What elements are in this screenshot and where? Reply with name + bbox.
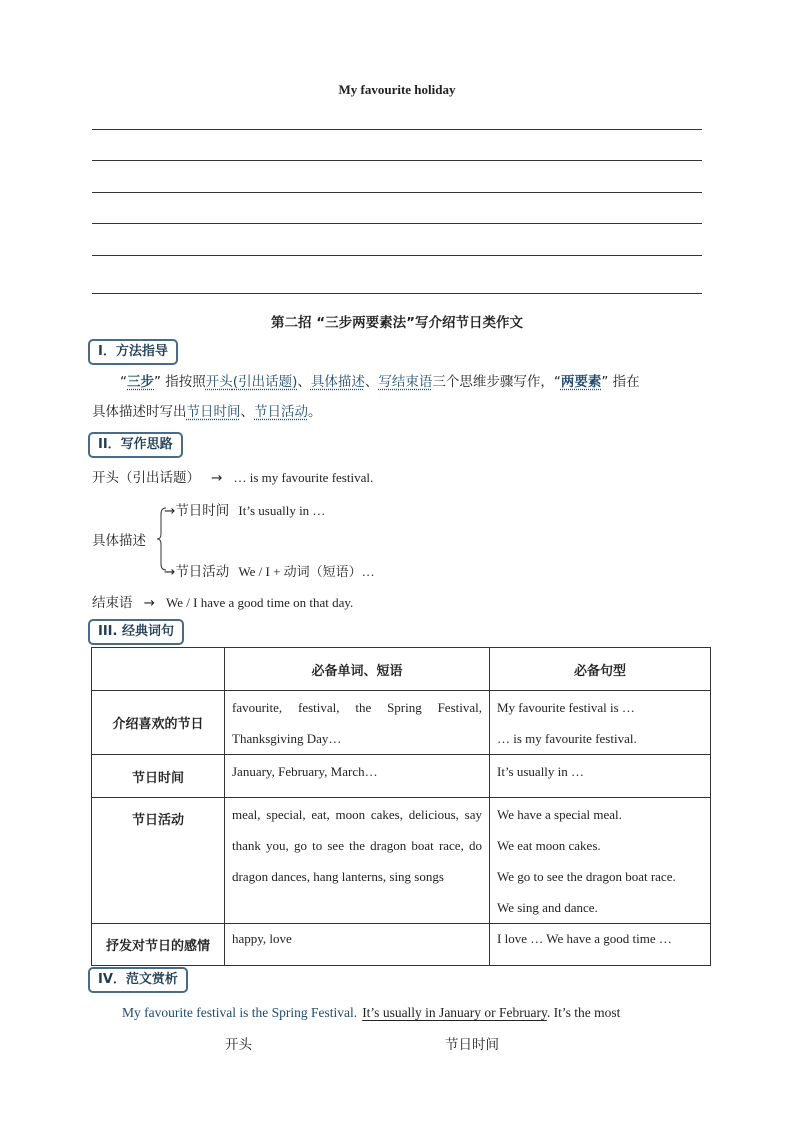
sentence: My favourite festival is … <box>497 700 635 715</box>
sentence: … is my favourite festival. <box>497 731 637 746</box>
text: 、 <box>297 374 311 390</box>
vocab-table <box>91 647 711 966</box>
text: It’s usually in … <box>238 503 326 518</box>
text: “ <box>120 374 127 390</box>
row-words: favourite, festival, the Spring Festival, Thanksgiving Day… <box>225 691 490 755</box>
text: We / I + 动词（短语）… <box>238 564 375 579</box>
table-row <box>92 691 711 755</box>
table-header: 必备句型 <box>490 648 711 691</box>
row-words: happy, love <box>225 924 490 966</box>
opening: 开头 <box>205 374 233 390</box>
text: 节日活动 <box>175 564 230 580</box>
arrow-icon: → <box>164 564 176 580</box>
method-paragraph-line2 <box>92 397 704 427</box>
text: 开头（引出话题） <box>92 470 200 486</box>
sentence: It’s usually in … <box>497 764 585 779</box>
outline-ending <box>92 591 353 611</box>
row-label: 抒发对节日的感情 <box>92 924 225 966</box>
table-row <box>92 798 711 924</box>
sample-sentence <box>122 1002 620 1021</box>
text: 具体描述时写出 <box>92 404 187 420</box>
table-header: 必备单词、短语 <box>225 648 490 691</box>
badge-sample-essay: IV．范文赏析 <box>88 967 188 993</box>
method-paragraph <box>92 367 704 397</box>
outline-activity <box>164 560 375 580</box>
row-label: 介绍喜欢的节日 <box>92 691 225 755</box>
row-sentences <box>490 798 711 924</box>
table-row <box>92 755 711 798</box>
section-title: 第二招 “三步两要素法”写介绍节日类作文 <box>271 315 523 331</box>
row-sentences <box>490 691 711 755</box>
text: 结束语 <box>92 595 133 611</box>
writing-line <box>92 160 702 161</box>
table-header-row <box>92 648 711 691</box>
sentence: We eat moon cakes. <box>497 838 601 853</box>
arrow-icon: → <box>164 503 176 519</box>
writing-line <box>92 293 702 294</box>
sentence: We go to see the dragon boat race. <box>497 869 676 884</box>
text: It’s usually in January or February <box>362 1005 547 1020</box>
outline-time <box>164 499 325 519</box>
writing-line <box>92 129 702 130</box>
outline-opening <box>92 466 373 486</box>
badge-classic-phrases: III. 经典词句 <box>88 619 184 645</box>
table-row <box>92 924 711 966</box>
writing-line <box>92 223 702 224</box>
row-words: meal, special, eat, moon cakes, delicious, say thank you, go to see the dragon boat race, do dragon dances, hang lanterns, sing songs <box>225 798 490 924</box>
row-sentences <box>490 924 711 966</box>
two-elements: 两要素 <box>560 374 602 390</box>
row-sentences <box>490 755 711 798</box>
festival-activity: 节日活动 <box>254 404 308 420</box>
festival-time: 节日时间 <box>186 404 241 420</box>
note-time: 节日时间 <box>445 1037 499 1053</box>
writing-line <box>92 255 702 256</box>
essay-title: My favourite holiday <box>338 82 456 97</box>
three-steps: 三步 <box>127 374 154 390</box>
row-label: 节日时间 <box>92 755 225 798</box>
description: 具体描述 <box>310 374 365 390</box>
outline-desc-label: 具体描述 <box>92 533 146 549</box>
badge-method-guide: I．方法指导 <box>88 339 178 365</box>
text: 。 <box>308 404 322 420</box>
badge-writing-ideas: II．写作思路 <box>88 432 183 458</box>
text: 、 <box>240 404 254 420</box>
sentence: We have a special meal. <box>497 807 622 822</box>
text: … is my favourite festival. <box>233 470 374 485</box>
sentence: We sing and dance. <box>497 900 598 915</box>
writing-line <box>92 192 702 193</box>
opening-paren: (引出话题) <box>232 374 298 390</box>
arrow-icon: → <box>211 470 223 486</box>
arrow-icon: → <box>143 595 155 611</box>
text: 节日时间 <box>175 503 230 519</box>
text: We / I have a good time on that day. <box>166 595 354 610</box>
text: My favourite festival is the Spring Festival. <box>122 1005 358 1020</box>
table-header <box>92 648 225 691</box>
sentence: I love … We have a good time … <box>497 931 672 946</box>
text: . It’s the most <box>546 1005 621 1020</box>
text: 三个思维步骤写作，“ <box>432 374 561 390</box>
ending: 写结束语 <box>378 374 433 390</box>
row-words: January, February, March… <box>225 755 490 798</box>
text: 、 <box>364 374 379 390</box>
text: ” 指在 <box>601 374 640 390</box>
note-opening: 开头 <box>225 1037 252 1053</box>
row-label: 节日活动 <box>92 798 225 924</box>
text: ” 指按照 <box>154 374 206 390</box>
